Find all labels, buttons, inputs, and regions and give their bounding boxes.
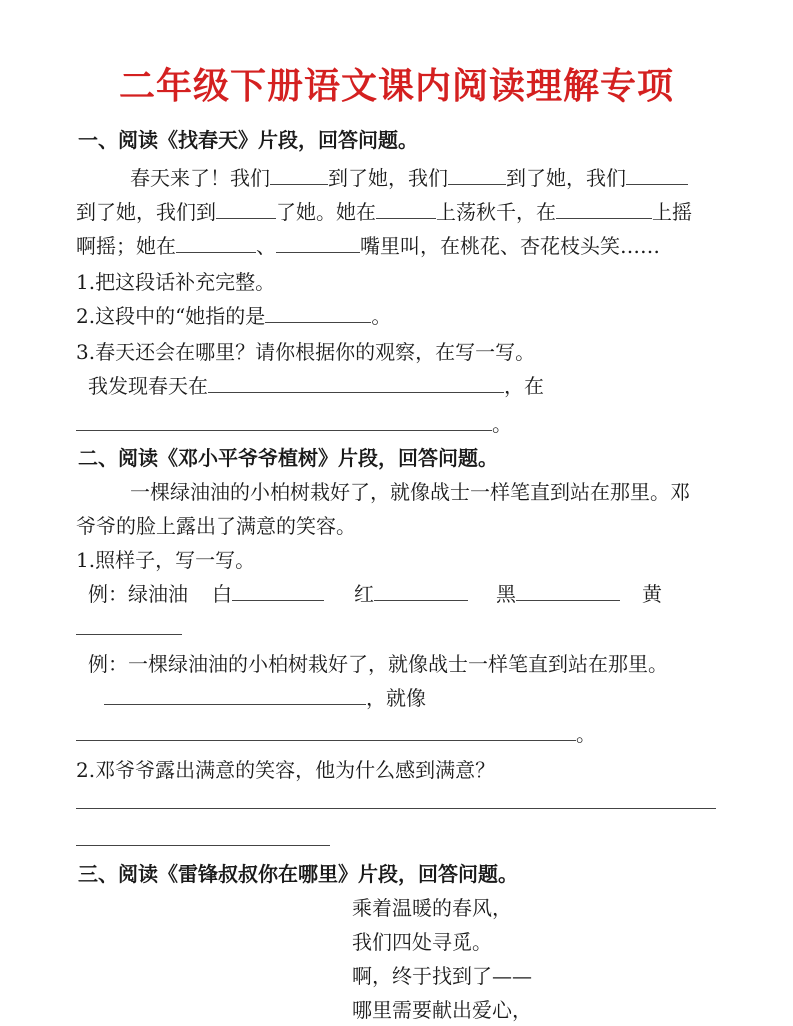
answer-rule[interactable] (76, 845, 330, 846)
example-2-sentence: 例：一棵绿油油的小柏树栽好了，就像战士一样笔直到站在那里。 (88, 652, 668, 676)
section-2-heading: 二、阅读《邓小平爷爷植树》片段，回答问题。 (78, 446, 498, 470)
fill-blank[interactable] (270, 164, 328, 185)
answer-blank[interactable] (76, 410, 492, 431)
poem-line: 啊，终于找到了—— (352, 964, 532, 988)
poem-line: 乘着温暖的春风， (352, 896, 512, 920)
passage-2-line-1: 一棵绿油油的小柏树栽好了，就像战士一样笔直到站在那里。邓 (130, 480, 690, 504)
answer-end: 。 (576, 722, 596, 746)
answer-blank[interactable] (76, 720, 576, 741)
example-label: 例：绿油油 (88, 582, 188, 606)
answer-rule[interactable] (76, 634, 182, 635)
question-1-3-answer-line (88, 372, 544, 400)
poem-line: 我们四处寻觅。 (352, 930, 492, 954)
passage-text: 啊摇；她在 (76, 234, 176, 258)
answer-prompt: 我发现春天在 (88, 374, 208, 398)
question-1-3: 3.春天还会在哪里？请你根据你的观察，在写一写。 (76, 340, 536, 364)
passage-text: 上摇 (652, 200, 692, 224)
page-title: 二年级下册语文课内阅读理解专项 (118, 66, 674, 107)
fill-blank[interactable] (516, 580, 620, 601)
passage-1-line-2 (76, 198, 692, 226)
passage-text: 春天来了！我们 (130, 166, 270, 190)
passage-text: 了她。她在 (276, 200, 376, 224)
fill-blank[interactable] (448, 164, 506, 185)
section-3-heading: 三、阅读《雷锋叔叔你在哪里》片段，回答问题。 (78, 862, 518, 886)
question-1-3-answer-line-2 (76, 410, 512, 438)
passage-1-line-1 (130, 164, 688, 192)
example-1-row (88, 580, 662, 608)
passage-text: 到了她，我们 (506, 166, 626, 190)
answer-blank[interactable] (104, 684, 366, 705)
answer-rule[interactable] (76, 808, 716, 809)
poem-line: 哪里需要献出爱心， (352, 998, 532, 1022)
passage-text: 到了她，我们到 (76, 200, 216, 224)
fill-blank[interactable] (626, 164, 688, 185)
answer-blank[interactable] (265, 302, 371, 323)
fill-blank[interactable] (232, 580, 324, 601)
answer-blank[interactable] (208, 372, 504, 393)
answer-end: 。 (492, 412, 512, 436)
example-char: 黄 (642, 582, 662, 606)
fill-blank[interactable] (374, 580, 468, 601)
question-1-1: 1.把这段话补充完整。 (76, 270, 276, 294)
fill-blank[interactable] (276, 232, 360, 253)
question-text: 。 (371, 304, 392, 328)
question-text: 2.这段中的“她指的是 (76, 304, 266, 328)
fill-blank[interactable] (216, 198, 276, 219)
passage-text: 上荡秋千，在 (436, 200, 556, 224)
example-char: 黑 (496, 582, 516, 606)
passage-text: 到了她，我们 (328, 166, 448, 190)
answer-prompt: ，就像 (366, 686, 426, 710)
question-1-2 (76, 302, 391, 330)
fill-blank[interactable] (556, 198, 652, 219)
passage-text: 、 (256, 234, 276, 258)
passage-2-line-2: 爷爷的脸上露出了满意的笑容。 (76, 514, 356, 538)
passage-1-line-3 (76, 232, 660, 260)
question-2-2: 2.邓爷爷露出满意的笑容，他为什么感到满意？ (76, 758, 496, 782)
passage-text: 嘴里叫，在桃花、杏花枝头笑…… (360, 234, 660, 258)
example-char: 红 (354, 582, 374, 606)
fill-blank[interactable] (376, 198, 436, 219)
example-2-answer-line (104, 684, 426, 712)
answer-prompt: ，在 (504, 374, 544, 398)
fill-blank[interactable] (176, 232, 256, 253)
question-2-1: 1.照样子，写一写。 (76, 548, 256, 572)
example-2-answer-line-2 (76, 720, 596, 748)
section-1-heading: 一、阅读《找春天》片段，回答问题。 (78, 128, 418, 152)
example-char: 白 (212, 582, 232, 606)
